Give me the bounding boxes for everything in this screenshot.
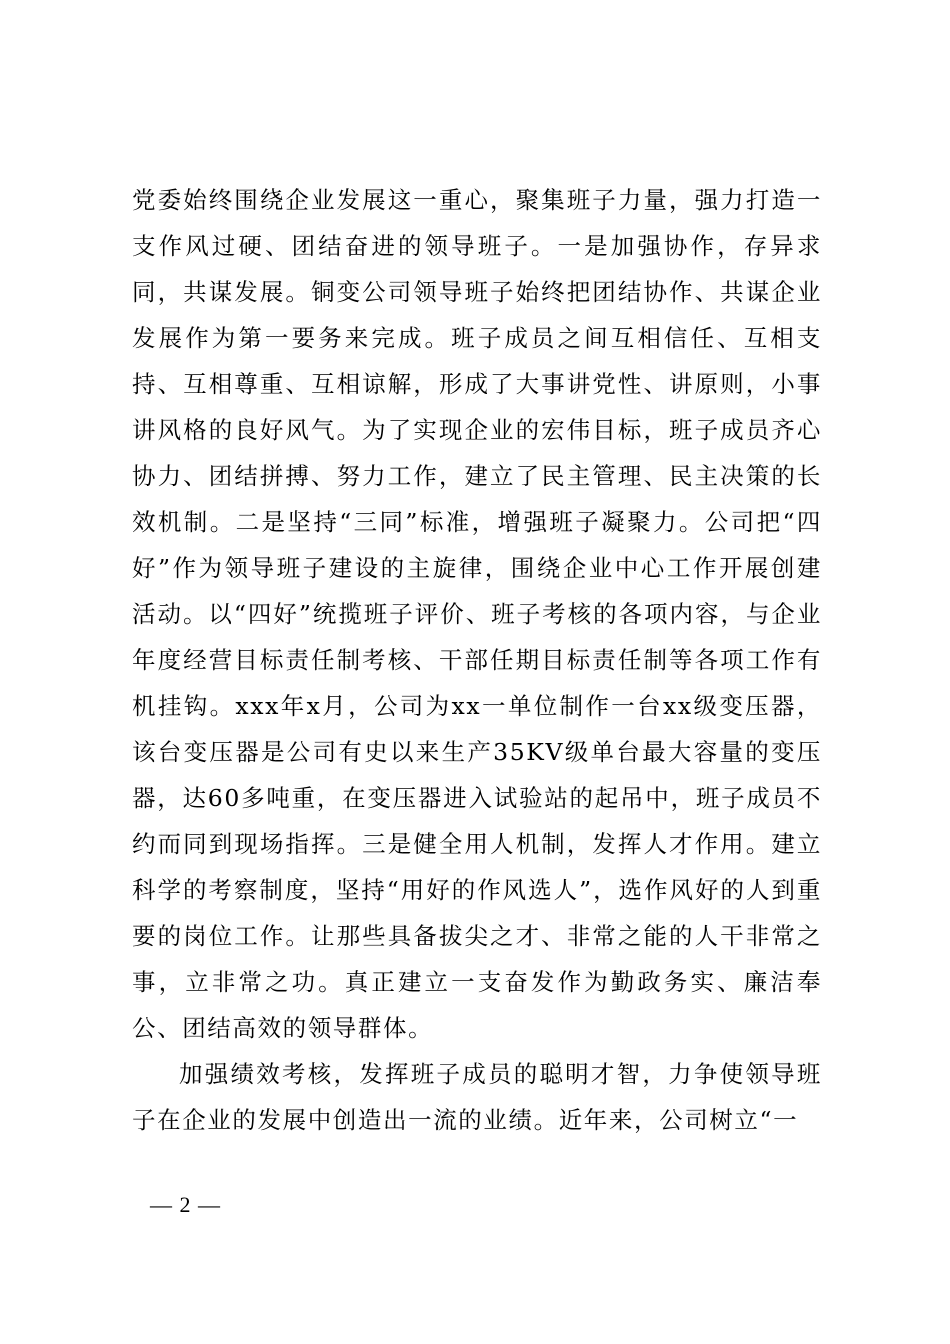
- document-body: [132, 177, 822, 1143]
- paragraph-1: 党委始终围绕企业发展这一重心，聚集班子力量，强力打造一支作风过硬、团结奋进的领导班子。一是加强协作，存异求同，共谋发展。铜变公司领导班子始终把团结协作、共谋企业发展作为第一要务来完成。班子成员之间互相信任、互相支持、互相尊重、互相谅解，形成了大事讲党性、讲原则，小事讲风格的良好风气。为了实现企业的宏伟目标，班子成员齐心协力、团结拼搏、努力工作，建立了民主管理、民主决策的长效机制。二是坚持“三同”标准，增强班子凝聚力。公司把“四好”作为领导班子建设的主旋律，围绕企业中心工作开展创建活动。以“四好”统揽班子评价、班子考核的各项内容，与企业年度经营目标责任制考核、干部任期目标责任制等各项工作有机挂钩。xxx年x月，公司为xx一单位制作一台xx级变压器，该台变压器是公司有史以来生产35KV级单台最大容量的变压器，达60多吨重，在变压器进入试验站的起吊中，班子成员不约而同到现场指挥。三是健全用人机制，发挥人才作用。建立科学的考察制度，坚持“用好的作风选人”，选作风好的人到重要的岗位工作。让那些具备拔尖之才、非常之能的人干非常之事，立非常之功。真正建立一支奋发作为勤政务实、廉洁奉公、团结高效的领导群体。: [132, 186, 822, 1042]
- page-number: — 2 —: [150, 1192, 221, 1217]
- paragraph-2: 加强绩效考核，发挥班子成员的聪明才智，力争使领导班子在企业的发展中创造出一流的业绩。近年来，公司树立“一: [132, 1060, 822, 1134]
